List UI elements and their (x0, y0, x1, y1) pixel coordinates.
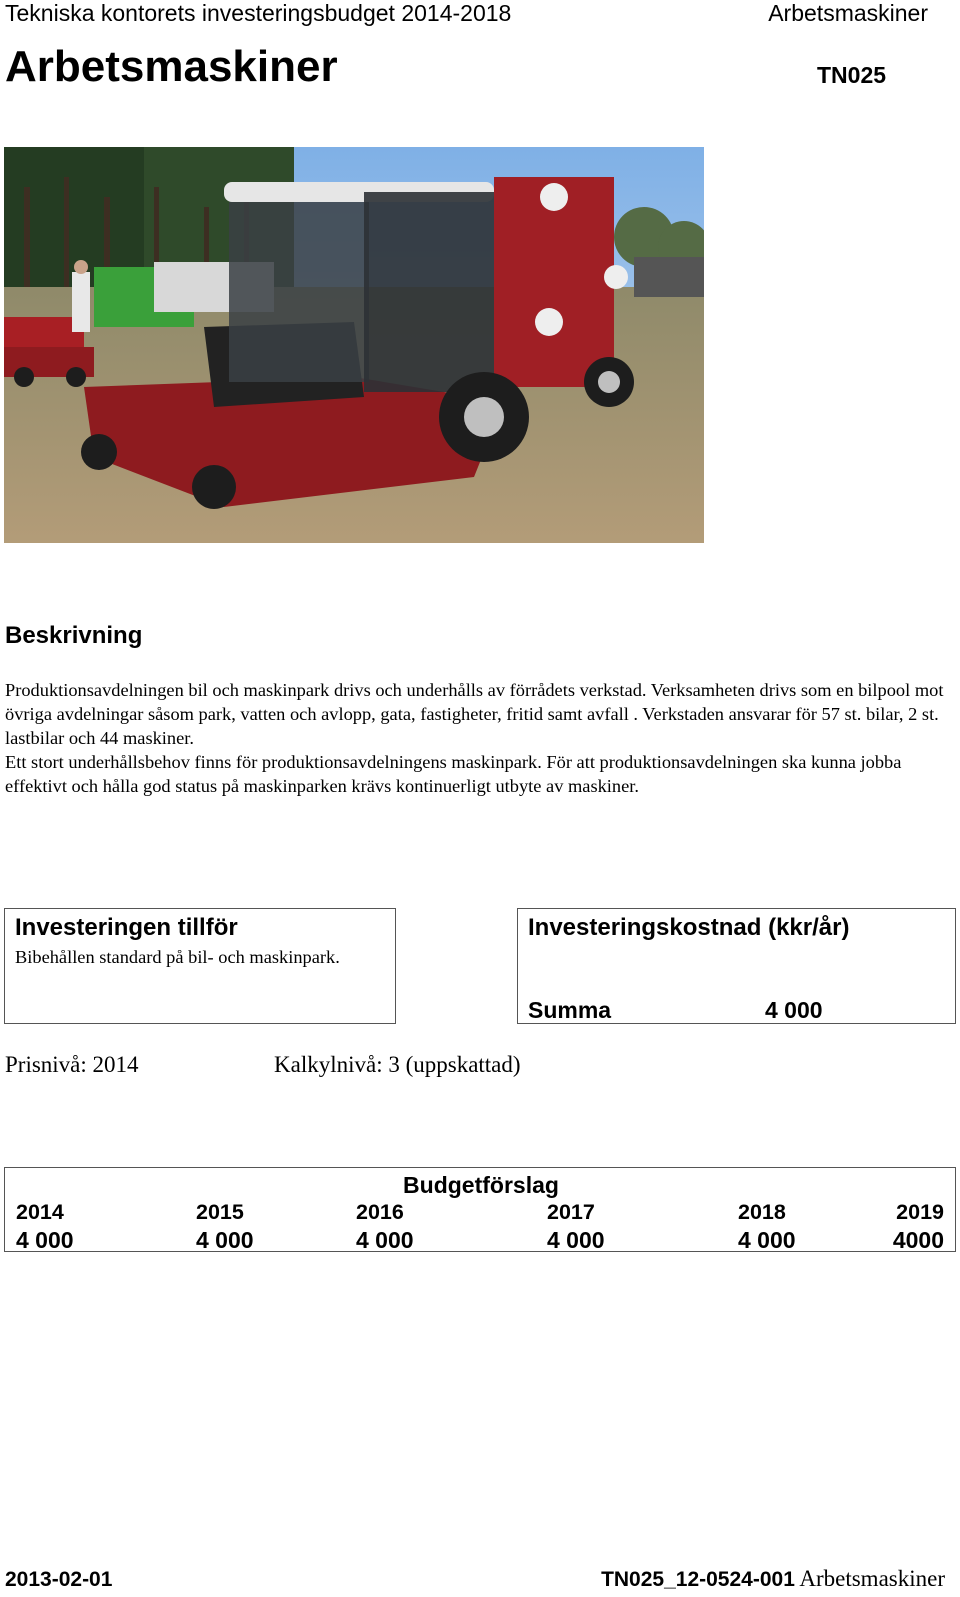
footer-ref-name: Arbetsmaskiner (799, 1566, 945, 1591)
investment-adds-text: Bibehållen standard på bil- och maskinpark. (15, 947, 340, 967)
document-header-category: Arbetsmaskiner (768, 0, 928, 26)
budget-year: 2017 (547, 1200, 595, 1224)
budget-value: 4 000 (16, 1227, 74, 1253)
budget-value: 4 000 (356, 1227, 414, 1253)
description-text (5, 678, 950, 798)
investment-adds-title: Investeringen tillför (15, 914, 238, 941)
investment-adds-box (4, 908, 396, 1024)
footer-ref-code: TN025_12-0524-001 (601, 1568, 795, 1591)
footer-date: 2013-02-01 (5, 1568, 113, 1591)
calculation-level: Kalkylnivå: 3 (uppskattad) (274, 1052, 521, 1077)
budget-year: 2015 (196, 1200, 244, 1224)
document-header-title: Tekniska kontorets investeringsbudget 2014-2018 (5, 0, 512, 26)
mower-photo (4, 147, 704, 543)
investment-cost-box (517, 908, 956, 1024)
budget-year: 2019 (896, 1200, 944, 1224)
budget-value: 4 000 (196, 1227, 254, 1253)
price-level: Prisnivå: 2014 (5, 1052, 139, 1077)
sum-value: 4 000 (765, 997, 823, 1023)
budget-value: 4000 (892, 1227, 944, 1253)
page-title: Arbetsmaskiner (5, 42, 338, 91)
budget-value: 4 000 (547, 1227, 605, 1253)
project-code: TN025 (817, 62, 887, 88)
description-paragraph-2: Ett stort underhållsbehov finns för produktionsavdelningens maskinpark. För att produktionsavdelningen ska kunna jobba effektivt och hålla god status på maskinparken krävs kontinuerligt utbyte av maskiner. (5, 752, 902, 796)
budget-proposal-table (4, 1167, 956, 1252)
budget-year: 2018 (738, 1200, 786, 1224)
budget-year: 2014 (16, 1200, 64, 1224)
budget-year: 2016 (356, 1200, 404, 1224)
investment-cost-title: Investeringskostnad (kkr/år) (528, 914, 850, 941)
sum-label: Summa (528, 997, 612, 1023)
budget-value: 4 000 (738, 1227, 796, 1253)
description-paragraph-1: Produktionsavdelningen bil och maskinpark drivs och underhålls av förrådets verkstad. Verksamheten drivs som en bilpool mot övriga avdelningar såsom park, vatten och avlopp, gata, fastigheter, fritid samt avfall . Verkstaden ansvarar för 57 st. bilar, 2 st. lastbilar och 44 maskiner. (5, 680, 944, 748)
description-heading: Beskrivning (5, 622, 143, 649)
budget-title: Budgetförslag (403, 1172, 559, 1198)
footer-reference (601, 1566, 945, 1592)
